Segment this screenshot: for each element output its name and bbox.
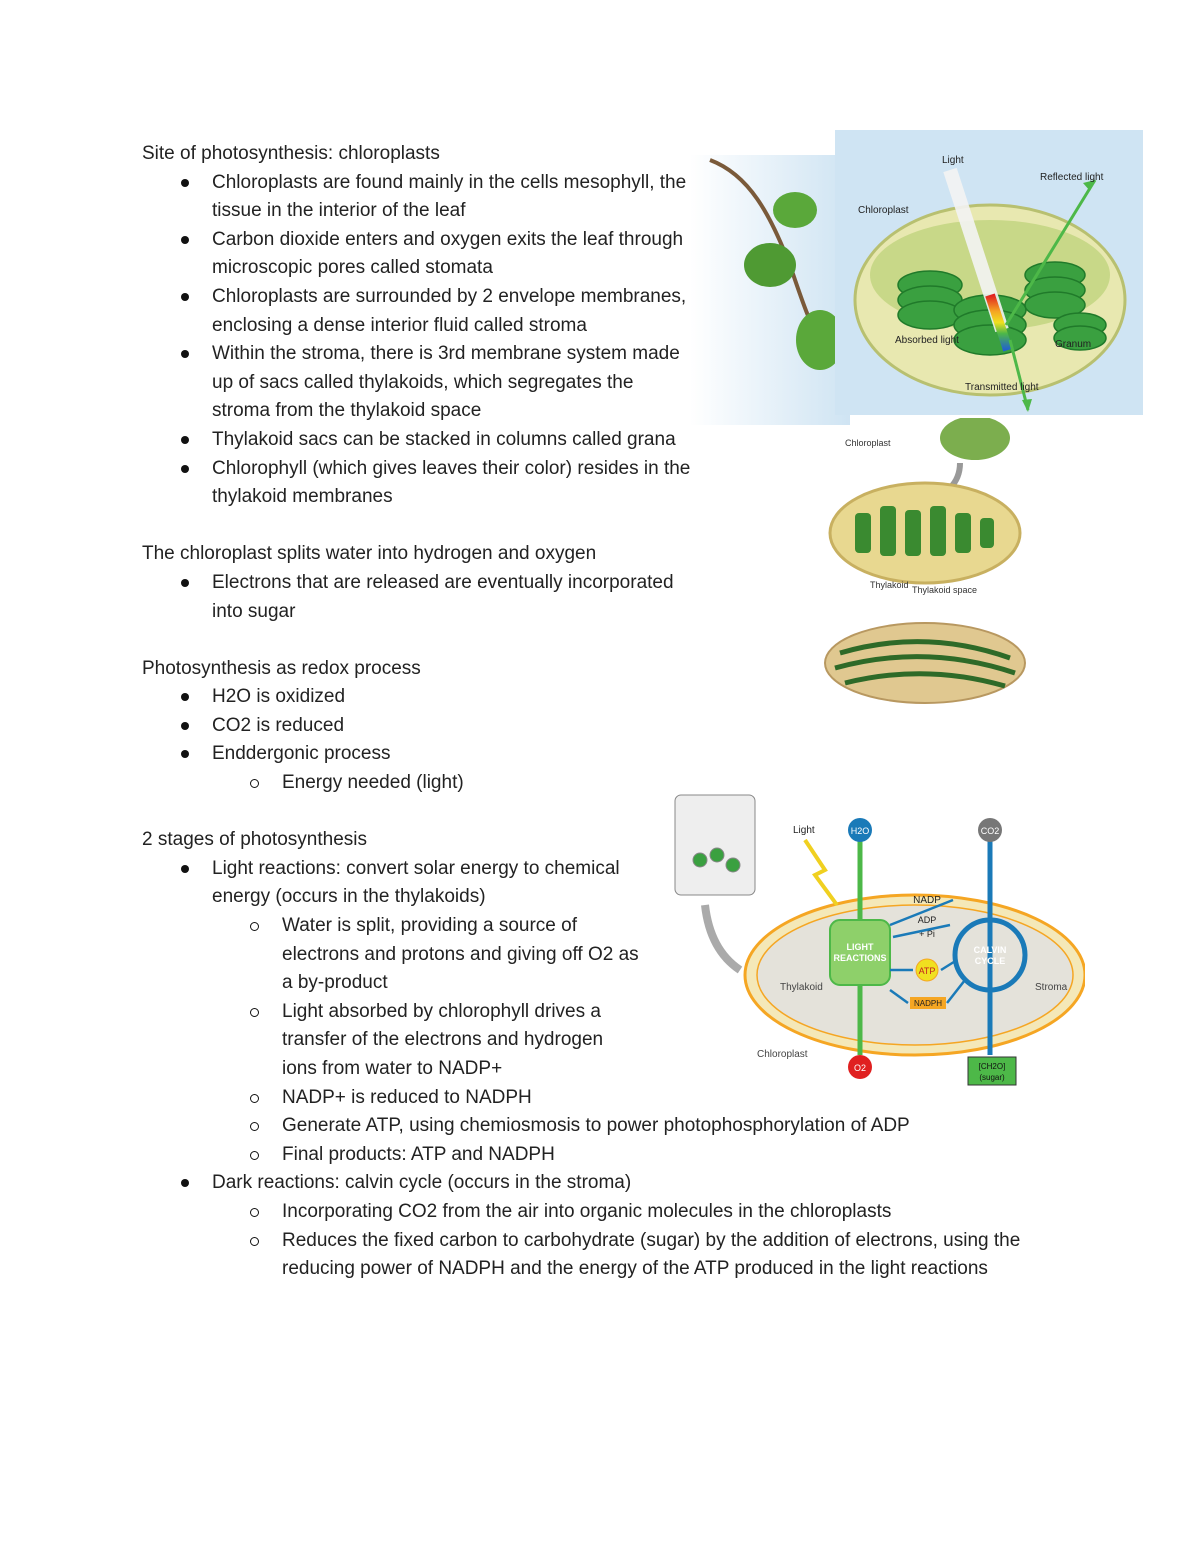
- sub-list-item: Light absorbed by chlorophyll drives a transfer of the electrons and hydrogen ions from water to NADP+: [282, 998, 642, 1084]
- list-item: Enddergonic process: [212, 740, 1062, 769]
- section-heading-chloroplasts: Site of photosynthesis: chloroplasts: [142, 143, 440, 164]
- adp-label: ADP: [917, 915, 937, 925]
- sub-list-item: Incorporating CO2 from the air into organic molecules in the chloroplasts: [282, 1198, 1062, 1227]
- nadp-label: NADP: [913, 895, 941, 906]
- calvin-cycle-label-2: CYCLE: [974, 956, 1006, 966]
- calvin-cycle-label-1: CALVIN: [973, 945, 1007, 955]
- bullet-disc-icon: [181, 865, 189, 873]
- section-heading-stages: 2 stages of photosynthesis: [142, 829, 367, 851]
- sub-list-item: NADP+ is reduced to NADPH: [282, 1084, 1062, 1113]
- cell-fragment-shape: [940, 418, 1010, 460]
- bullet-circle-icon: [250, 1237, 259, 1246]
- co2-label: CO2: [980, 826, 1000, 836]
- list-item: Carbon dioxide enters and oxygen exits the leaf through microscopic pores called stomata: [212, 226, 692, 283]
- list-item: Dark reactions: calvin cycle (occurs in the stroma): [212, 1169, 1062, 1198]
- bullet-circle-icon: [250, 1151, 259, 1160]
- stroma-label: Stroma: [1035, 982, 1068, 993]
- bullet-disc-icon: [181, 579, 189, 587]
- plant-cell-sketch: [675, 795, 755, 895]
- pi-label: + Pi: [919, 929, 935, 939]
- bullet-disc-icon: [181, 179, 189, 187]
- list-item: Within the stroma, there is 3rd membrane system made up of sacs called thylakoids, which segregates the stroma from the thylakoid space: [212, 340, 692, 426]
- bullet-disc-icon: [181, 293, 189, 301]
- section-heading-redox: Photosynthesis as redox process: [142, 657, 421, 679]
- light-label: Light: [793, 825, 815, 836]
- stroma-area: [757, 905, 1073, 1045]
- bullet-disc-icon: [181, 465, 189, 473]
- sky-background: [690, 155, 850, 425]
- o2-label: O2: [853, 1063, 867, 1073]
- bullet-circle-icon: [250, 1208, 259, 1217]
- curved-arrow-icon: [705, 905, 740, 970]
- transmitted-light-label: Transmitted light: [965, 382, 1039, 393]
- list-item: Electrons that are released are eventually incorporated into sugar: [212, 569, 692, 626]
- sub-list-item: Reduces the fixed carbon to carbohydrate (sugar) by the addition of electrons, using the reducing power of NADPH and the energy of the ATP produced in the light reactions: [282, 1227, 1042, 1284]
- sugar-formula-label: [CH2O]: [978, 1062, 1006, 1071]
- bullet-disc-icon: [181, 693, 189, 701]
- bullet-disc-icon: [181, 1179, 189, 1187]
- bullet-disc-icon: [181, 236, 189, 244]
- chloroplast-structure-figure: [800, 418, 1040, 718]
- bullet-circle-icon: [250, 1122, 259, 1131]
- light-reactions-calvin-cycle-figure: [665, 775, 1085, 1095]
- sub-list-item: Energy needed (light): [282, 769, 1062, 798]
- bullet-disc-icon: [181, 350, 189, 358]
- list-item: Chloroplasts are found mainly in the cells mesophyll, the tissue in the interior of the leaf: [212, 169, 692, 226]
- bullet-disc-icon: [181, 436, 189, 444]
- sub-list-item: Generate ATP, using chemiosmosis to power photophosphorylation of ADP: [282, 1112, 1062, 1141]
- bullet-disc-icon: [181, 750, 189, 758]
- bullet-circle-icon: [250, 922, 259, 931]
- bullet-disc-icon: [181, 722, 189, 730]
- leaf-shape: [744, 243, 796, 287]
- chloroplast-label: Chloroplast: [858, 205, 909, 216]
- lightning-icon: [805, 840, 837, 905]
- nadph-label: NADPH: [913, 999, 943, 1008]
- list-item: Chloroplasts are surrounded by 2 envelope membranes, enclosing a dense interior fluid called stroma: [212, 283, 692, 340]
- list-item: H2O is oxidized: [212, 683, 1062, 712]
- absorbed-light-label: Absorbed light: [895, 335, 959, 346]
- atp-label: ATP: [918, 966, 936, 976]
- section-heading-splitting-water: The chloroplast splits water into hydrogen and oxygen: [142, 543, 597, 565]
- thylakoid-label: Thylakoid: [870, 580, 909, 590]
- granum-label: Granum: [1055, 339, 1092, 350]
- reflected-light-label: Reflected light: [1040, 172, 1104, 183]
- list-item: Thylakoid sacs can be stacked in columns called grana: [212, 426, 692, 455]
- list-item: Chlorophyll (which gives leaves their color) resides in the thylakoid membranes: [212, 455, 692, 512]
- sugar-label: (sugar): [979, 1073, 1005, 1082]
- thylakoid-space-label: Thylakoid space: [912, 585, 978, 595]
- light-label: Light: [942, 155, 964, 166]
- thylakoid-label: Thylakoid: [780, 982, 823, 993]
- sub-list-item: Final products: ATP and NADPH: [282, 1141, 1062, 1170]
- light-reactions-label-2: REACTIONS: [833, 953, 887, 963]
- bullet-circle-icon: [250, 1008, 259, 1017]
- list-item: Light reactions: convert solar energy to chemical energy (occurs in the thylakoids): [212, 855, 672, 912]
- bullet-circle-icon: [250, 779, 259, 788]
- chloroplast-label: Chloroplast: [757, 1049, 808, 1060]
- bullet-circle-icon: [250, 1094, 259, 1103]
- sub-list-item: Water is split, providing a source of electrons and protons and giving off O2 as a by-product: [282, 912, 642, 998]
- light-reactions-label-1: LIGHT: [846, 942, 874, 952]
- list-item: CO2 is reduced: [212, 712, 1062, 741]
- leaf-shape: [773, 192, 817, 228]
- leaf-chloroplast-light-figure: [690, 125, 1150, 425]
- h2o-label: H2O: [850, 826, 870, 836]
- chloroplast-label: Chloroplast: [845, 438, 891, 448]
